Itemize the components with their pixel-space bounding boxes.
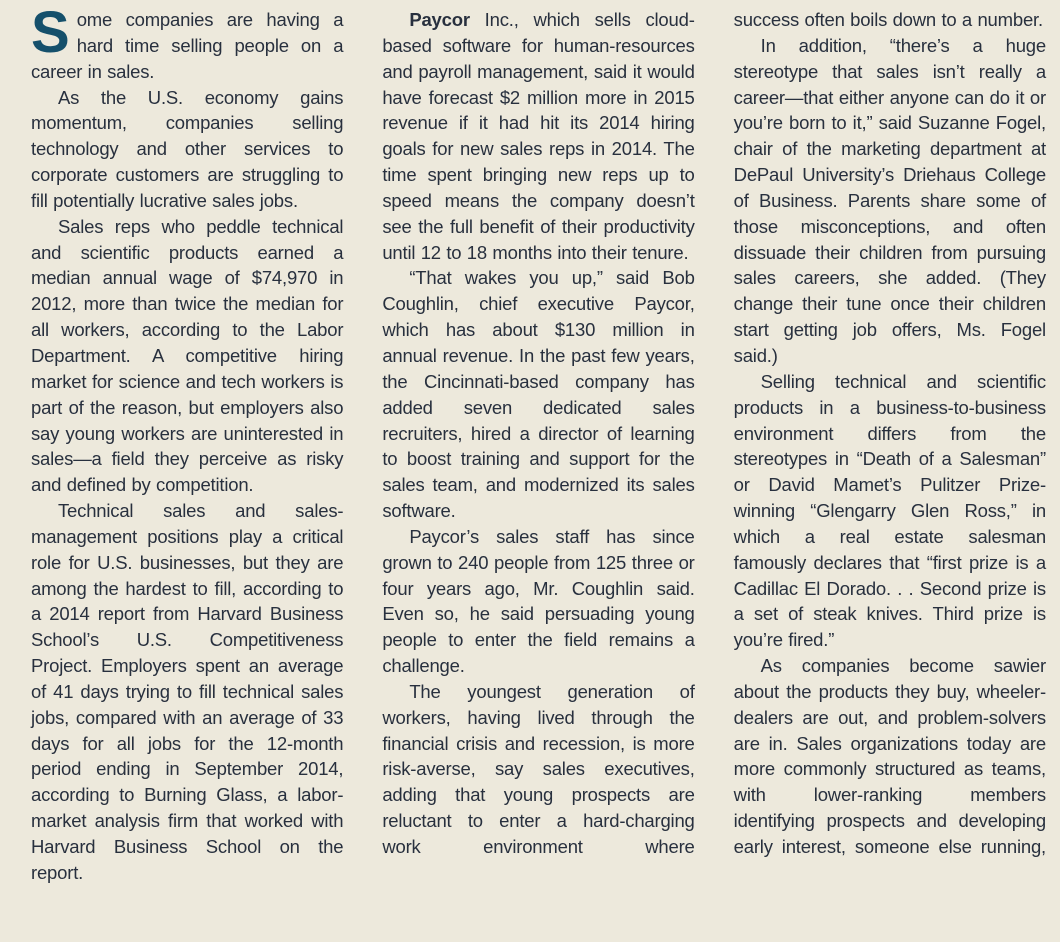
- coughlin-quote-paragraph: “That wakes you up,” said Bob Coughlin, chief executive Paycor, which has about $130 million in annual revenue. In the past few years, the Cincinnati-based company has added seven dedicated sales recruiters, hired a director of learning to boost training and support for the sales team, and modernized its sales software.: [382, 267, 695, 522]
- companies-savvier-paragraph: As companies become sawier about the products they buy, wheeler-dealers are out, and problem-solvers are in. Sales organizations today are more commonly structured as teams, with lower-ranking members identifying prospects and developing early interest, someone else running,: [733, 655, 1046, 857]
- wages-paragraph: Sales reps who peddle technical and scientific products earned a median annual wage of $74,970 in 2012, more than twice the median for all workers, according to the Labor Department. A competitive hiring market for science and tech workers is part of the reason, but employers also say young workers are uninterested in sales—a field they perceive as risky and defined by competition.: [31, 215, 344, 496]
- generation-continuation-paragraph: success often boils down to a number.: [733, 9, 1043, 30]
- article-column-2: [382, 7, 694, 942]
- paycor-paragraph: [382, 7, 694, 265]
- salesman-stereotypes-paragraph: Selling technical and scientific products in a business-to-business environment differs from the stereotypes in “Death of a Salesman” or David Mamet’s Pulitzer Prize-winning “Glengarry Glen Ross,” in which a real estate salesman famously declares that “first prize is a Cadillac El Dorado. . . Second prize is a set of steak knives. Third prize is you’re fired.”: [733, 370, 1046, 651]
- youngest-generation-paragraph: The youngest generation of workers, having lived through the financial crisis and recession, is more risk-averse, say sales executives, adding that young prospects are reluctant to enter a hard-charging work environment where: [382, 680, 695, 857]
- article-column-1: [31, 0, 344, 942]
- article-column-3: [734, 7, 1046, 942]
- drop-cap: S: [31, 0, 70, 65]
- economy-paragraph: As the U.S. economy gains momentum, companies selling technology and other services to corporate customers are struggling to fill potentially lucrative sales jobs.: [31, 86, 344, 211]
- paragraph-text: ome companies are having a hard time selling people on a career in sales.: [31, 9, 344, 82]
- intro-paragraph: [31, 0, 344, 85]
- company-name-bold: Paycor: [409, 9, 470, 30]
- harvard-report-paragraph: Technical sales and sales-management positions play a critical role for U.S. businesses, but they are among the hardest to fill, according to a 2014 report from Harvard Business School’s U.S. Competitiveness Project. Employers spent an average of 41 days trying to fill technical sales jobs, compared with an average of 33 days for all jobs for the 12-month period ending in September 2014, according to Burning Glass, a labor-market analysis firm that worked with Harvard Business School on the report.: [31, 500, 344, 883]
- stereotype-paragraph: In addition, “there’s a huge stereotype that sales isn’t really a career—that either anyone can do it or you’re born to it,” said Suzanne Fogel, chair of the marketing department at DePaul University’s Driehaus College of Business. Parents share some of those misconceptions, and often dissuade their children from pursuing sales careers, she added. (They change their tune once their children start getting job offers, Ms. Fogel said.): [733, 34, 1046, 366]
- paragraph-text: Inc., which sells cloud-based software for human-resources and payroll management, said it would have forecast $2 million more in 2015 revenue if it had hit its 2014 hiring goals for new sales reps in 2014. The time spent bringing new reps up to speed means the company doesn’t see the full benefit of their productivity until 12 to 18 months into their tenure.: [382, 9, 695, 263]
- sales-staff-growth-paragraph: Paycor’s sales staff has since grown to 240 people from 125 three or four years ago, Mr. Coughlin said. Even so, he said persuading young people to enter the field remains a challenge.: [382, 525, 695, 677]
